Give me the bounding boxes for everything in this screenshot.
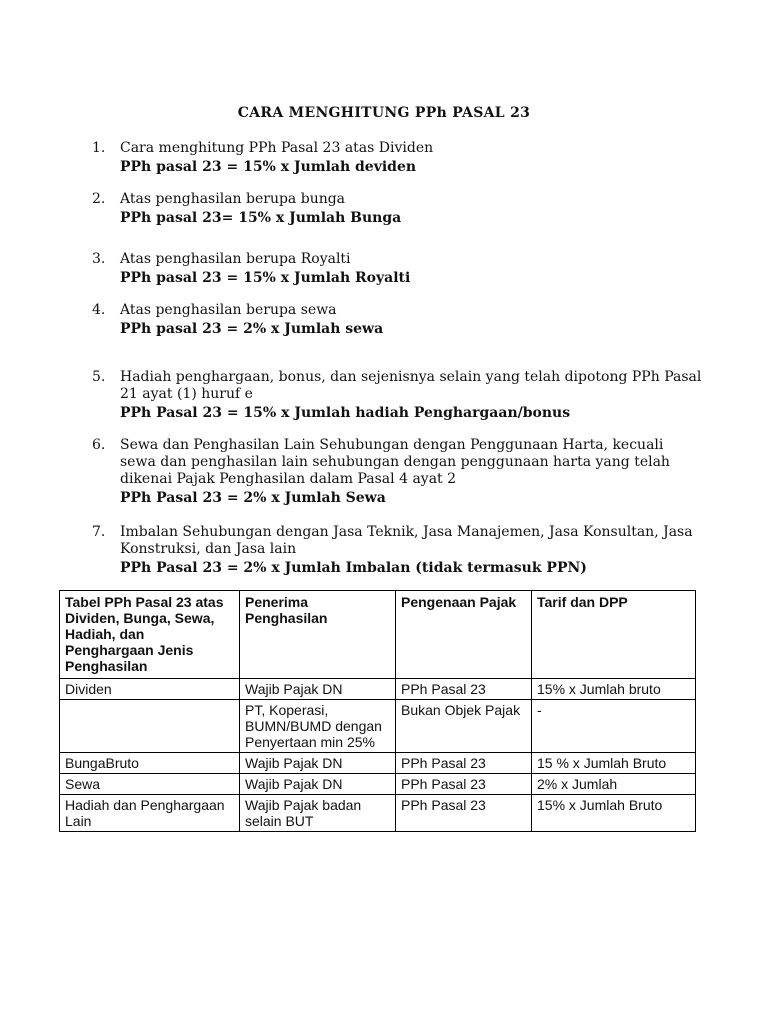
item-number: 5. <box>92 369 106 385</box>
item-formula: PPh pasal 23 = 2% x Jumlah sewa <box>120 321 384 337</box>
table-cell: PPh Pasal 23 <box>396 774 532 795</box>
table-cell: 15% x Jumlah bruto <box>532 679 696 700</box>
table-cell: Wajib Pajak DN <box>240 774 396 795</box>
item-text: Hadiah penghargaan, bonus, dan sejenisnya selain yang telah dipotong PPh Pasal 21 ayat (1) huruf e <box>120 369 702 402</box>
table-cell: Wajib Pajak DN <box>240 679 396 700</box>
table-row <box>60 795 696 832</box>
item-number: 4. <box>92 302 106 318</box>
item-formula: PPh pasal 23 = 15% x Jumlah Royalti <box>120 270 411 286</box>
item-formula: PPh pasal 23= 15% x Jumlah Bunga <box>120 210 402 226</box>
list-item-1 <box>92 140 702 176</box>
header-rate-dpp: Tarif dan DPP <box>532 591 696 679</box>
list-item-2 <box>92 191 702 227</box>
item-formula: PPh Pasal 23 = 2% x Jumlah Imbalan (tidak termasuk PPN) <box>120 560 587 576</box>
item-number: 6. <box>92 437 106 453</box>
table-row <box>60 679 696 700</box>
list-item-6 <box>92 437 702 507</box>
item-formula: PPh pasal 23 = 15% x Jumlah deviden <box>120 159 417 175</box>
table-header-row <box>60 591 696 679</box>
pph-rate-table <box>59 590 696 832</box>
table-cell: Hadiah dan Penghargaan Lain <box>60 795 240 832</box>
item-number: 7. <box>92 524 106 540</box>
item-text: Atas penghasilan berupa Royalti <box>120 251 351 267</box>
document-title: CARA MENGHITUNG PPh PASAL 23 <box>237 105 531 121</box>
item-text: Cara menghitung PPh Pasal 23 atas Dividen <box>120 140 434 156</box>
table-row <box>60 774 696 795</box>
item-text: Sewa dan Penghasilan Lain Sehubungan dengan Penggunaan Harta, kecuali sewa dan penghasilan lain sehubungan dengan penggunaan harta yang telah dikenai Pajak Penghasilan dalam Pasal 4 ayat 2 <box>120 437 670 487</box>
table-cell: Dividen <box>60 679 240 700</box>
item-number: 1. <box>92 140 106 156</box>
header-income-type: Tabel PPh Pasal 23 atas Dividen, Bunga, Sewa, Hadiah, dan Penghargaan Jenis Penghasilan <box>60 591 240 679</box>
item-text: Atas penghasilan berupa sewa <box>120 302 337 318</box>
header-tax-imposition: Pengenaan Pajak <box>396 591 532 679</box>
table-cell: BungaBruto <box>60 753 240 774</box>
table-cell: Bukan Objek Pajak <box>396 700 532 753</box>
table-cell: PPh Pasal 23 <box>396 753 532 774</box>
table-cell: Wajib Pajak DN <box>240 753 396 774</box>
table-row <box>60 753 696 774</box>
item-text: Imbalan Sehubungan dengan Jasa Teknik, Jasa Manajemen, Jasa Konsultan, Jasa Konstruksi, dan Jasa lain <box>120 524 693 557</box>
table-cell <box>60 700 240 753</box>
table-row <box>60 700 696 753</box>
table-cell: 15% x Jumlah Bruto <box>532 795 696 832</box>
list-item-5 <box>92 369 702 422</box>
table-cell: PPh Pasal 23 <box>396 795 532 832</box>
item-formula: PPh Pasal 23 = 2% x Jumlah Sewa <box>120 490 386 506</box>
header-recipient: Penerima Penghasilan <box>240 591 396 679</box>
list-item-7 <box>92 524 702 577</box>
table-cell: 15 % x Jumlah Bruto <box>532 753 696 774</box>
table-cell: PPh Pasal 23 <box>396 679 532 700</box>
list-item-3 <box>92 251 702 287</box>
item-formula: PPh Pasal 23 = 15% x Jumlah hadiah Penghargaan/bonus <box>120 405 571 421</box>
item-number: 3. <box>92 251 106 267</box>
table-cell: 2% x Jumlah <box>532 774 696 795</box>
item-text: Atas penghasilan berupa bunga <box>120 191 346 207</box>
item-number: 2. <box>92 191 106 207</box>
table-cell: - <box>532 700 696 753</box>
list-item-4 <box>92 302 702 338</box>
table-cell: PT, Koperasi, BUMN/BUMD dengan Penyertaan min 25% <box>240 700 396 753</box>
table-cell: Wajib Pajak badan selain BUT <box>240 795 396 832</box>
table-cell: Sewa <box>60 774 240 795</box>
